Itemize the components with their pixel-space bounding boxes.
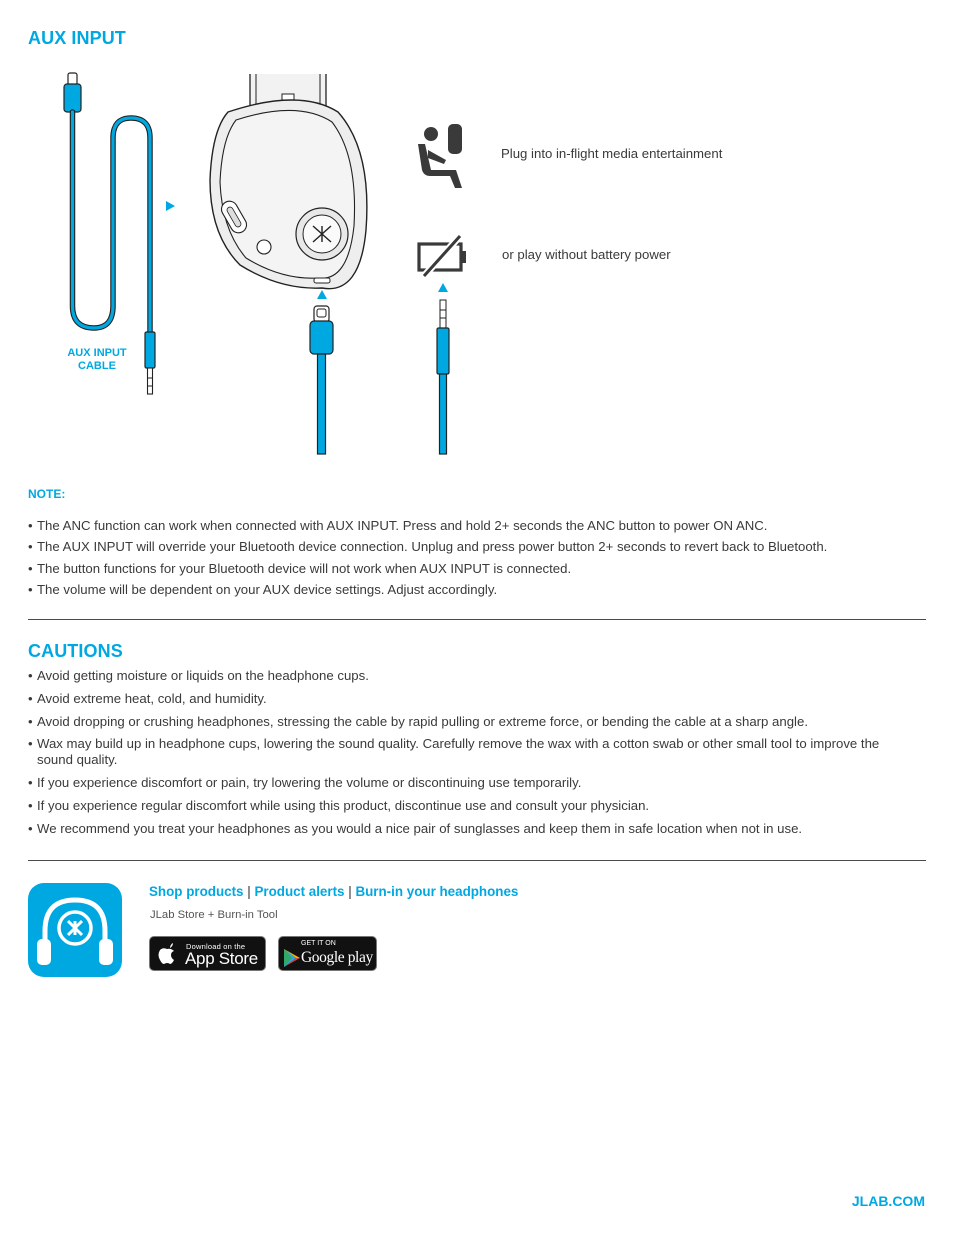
divider	[28, 619, 926, 620]
product-alerts-link[interactable]: Product alerts	[254, 884, 345, 899]
arrow-up-icon-2	[438, 283, 448, 292]
caution-item: • Avoid getting moisture or liquids on the headphone cups.	[28, 668, 888, 684]
usb-c-plug-illustration	[310, 306, 333, 454]
note-list	[28, 518, 928, 603]
google-play-icon	[283, 948, 301, 968]
link-separator: |	[247, 884, 251, 899]
headphone-illustration	[210, 74, 367, 289]
footer-site-link[interactable]: JLAB.COM	[851, 1193, 925, 1209]
aux-cable-label	[62, 347, 132, 373]
note-item: • The volume will be dependent on your AUX device settings. Adjust accordingly.	[28, 582, 928, 597]
caution-item: • Avoid dropping or crushing headphones, stressing the cable by rapid pulling or extreme force, or bending the cable at a sharp angle.	[28, 714, 888, 730]
feature-battery-text: or play without battery power	[502, 247, 671, 262]
caution-item: • If you experience discomfort or pain, try lowering the volume or discontinuing use temporarily.	[28, 775, 888, 791]
note-item: • The AUX INPUT will override your Bluetooth device connection. Unplug and press power button 2+ seconds to revert back to Bluetooth.	[28, 539, 928, 554]
app-subtitle: JLab Store + Burn-in Tool	[150, 909, 278, 921]
no-battery-icon	[419, 236, 466, 276]
aux-illustration	[0, 60, 954, 460]
note-item: • The button functions for your Bluetooth device will not work when AUX INPUT is connected.	[28, 561, 928, 576]
cautions-heading: CAUTIONS	[28, 641, 123, 661]
cautions-list	[28, 668, 888, 844]
google-small-text: GET IT ON	[301, 940, 336, 947]
burn-in-link[interactable]: Burn-in your headphones	[355, 884, 519, 899]
app-store-big-text: App Store	[185, 949, 258, 968]
caution-item: • We recommend you treat your headphones as you would a nice pair of sunglasses and keep them in safe location when not in use.	[28, 821, 888, 837]
aux-cable-label-line1: AUX INPUT	[67, 347, 127, 359]
aux-cable-illustration	[64, 73, 155, 394]
arrow-up-icon	[317, 290, 327, 299]
apple-icon	[158, 943, 176, 965]
caution-item: • Wax may build up in headphone cups, lowering the sound quality. Carefully remove the wax with a cotton swab or other small tool to improve the sound quality.	[28, 736, 888, 768]
app-store-button[interactable]	[149, 936, 266, 971]
aux-cable-label-line2: CABLE	[78, 360, 116, 372]
airplane-seat-icon	[418, 124, 462, 188]
headphone-logo-icon	[28, 883, 122, 977]
feature-inflight-text: Plug into in-flight media entertainment	[501, 146, 723, 161]
app-links	[149, 884, 518, 899]
aux-plug-illustration	[437, 300, 449, 454]
caution-item: • If you experience regular discomfort while using this product, discontinue use and consult your physician.	[28, 798, 888, 814]
link-separator-2: |	[348, 884, 352, 899]
google-play-button[interactable]	[278, 936, 377, 971]
google-big-text: Google play	[301, 949, 373, 966]
note-item: • The ANC function can work when connected with AUX INPUT. Press and hold 2+ seconds the ANC button to power ON ANC.	[28, 518, 928, 533]
app-store-small-text: Download on the	[186, 942, 246, 951]
shop-products-link[interactable]: Shop products	[149, 884, 244, 899]
caution-item: • Avoid extreme heat, cold, and humidity.	[28, 691, 888, 707]
aux-input-heading: AUX INPUT	[28, 28, 126, 48]
divider-2	[28, 860, 926, 861]
arrow-right-icon	[166, 201, 175, 211]
note-heading: NOTE:	[28, 487, 66, 501]
